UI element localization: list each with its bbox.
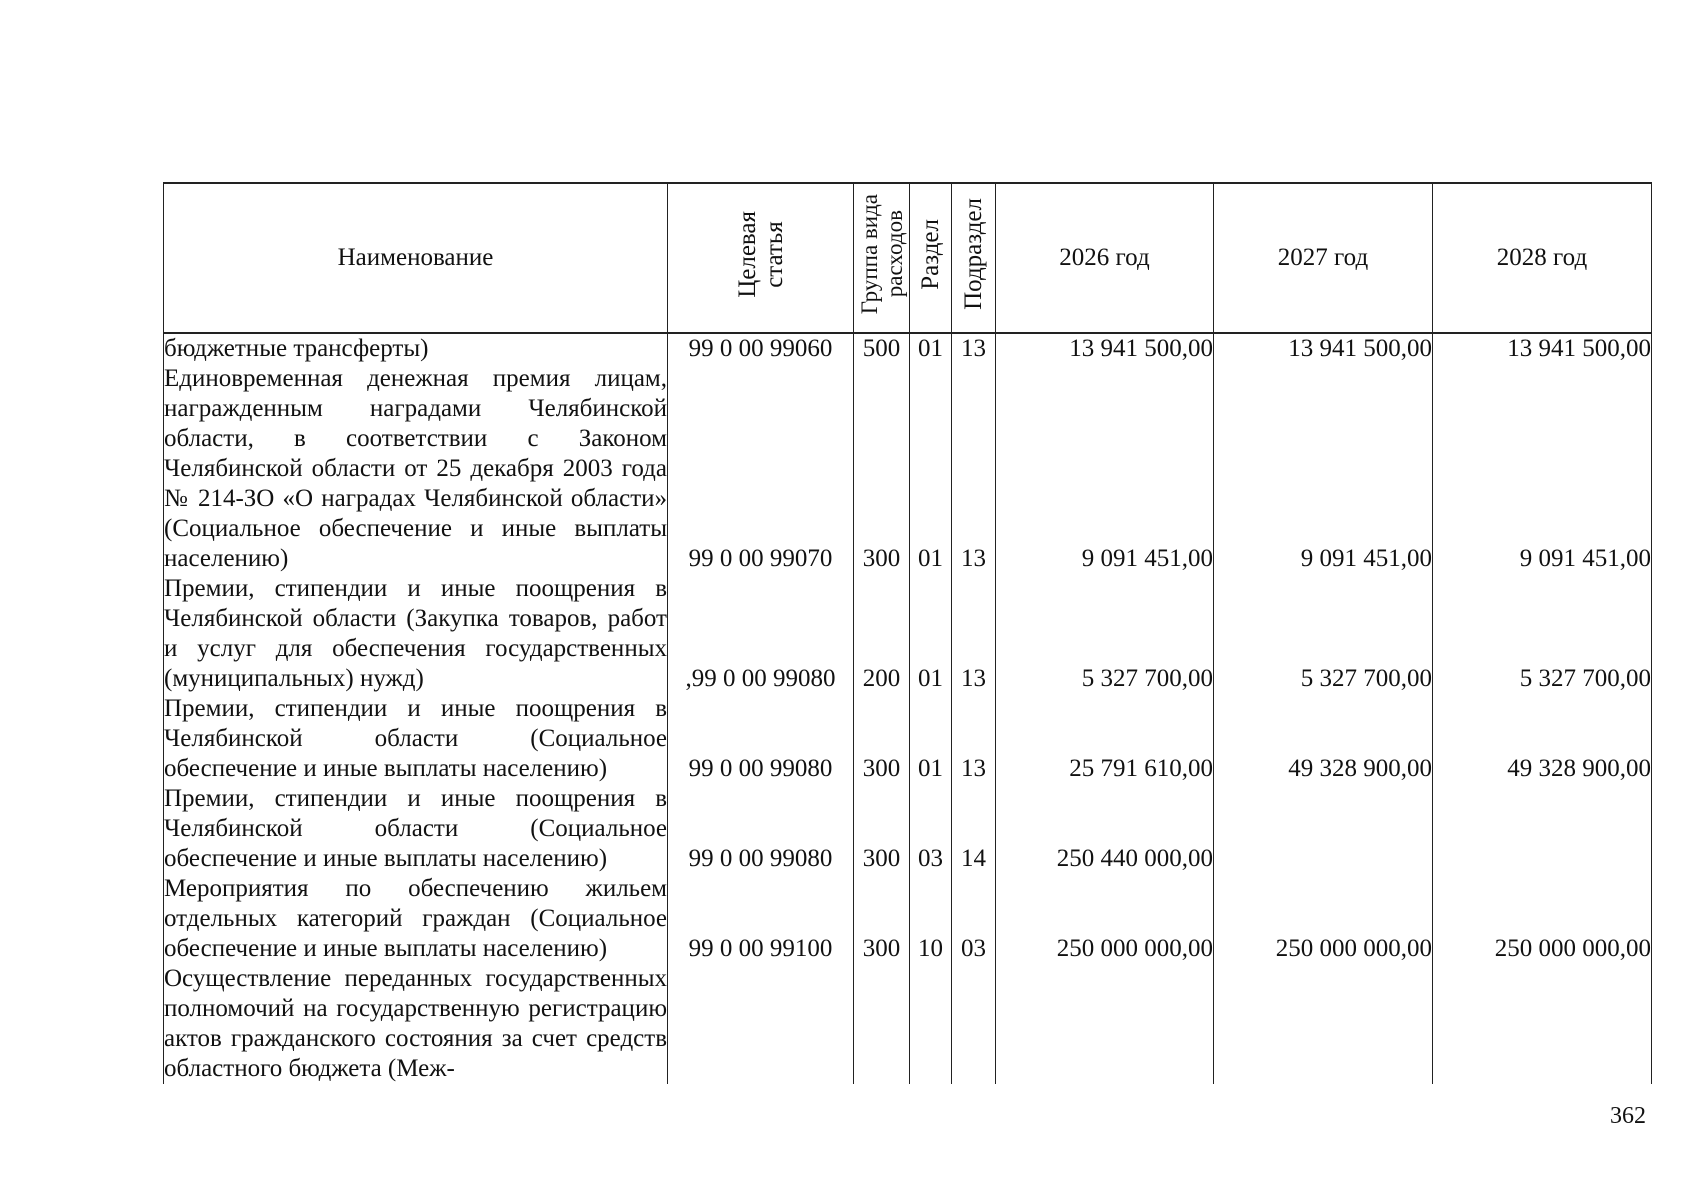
header-target-article: Целевая статья <box>668 183 854 333</box>
row-amount-2026: 25 791 610,00 <box>996 694 1214 784</box>
row-section: 01 <box>910 364 952 574</box>
row-amount-2026: 250 440 000,00 <box>996 784 1214 874</box>
table-row <box>164 333 1652 364</box>
table-row <box>164 694 1652 784</box>
row-amount-2028: 5 327 700,00 <box>1433 574 1652 694</box>
row-subsection: 03 <box>952 874 996 964</box>
header-section: Раздел <box>910 183 952 333</box>
row-expense-group: 500 <box>854 333 910 364</box>
empty-cell <box>910 964 952 1084</box>
row-amount-2026: 5 327 700,00 <box>996 574 1214 694</box>
row-section: 01 <box>910 574 952 694</box>
empty-cell <box>854 964 910 1084</box>
table-row-continuation <box>164 964 1652 1084</box>
empty-cell <box>668 964 854 1084</box>
table-row <box>164 784 1652 874</box>
row-name: Премии, стипендии и иные поощрения в Челябинской области (Социальное обеспечение и иные выплаты населению) <box>164 785 667 872</box>
row-section: 01 <box>910 694 952 784</box>
row-section: 03 <box>910 784 952 874</box>
row-name: бюджетные трансферты) <box>164 333 668 364</box>
row-amount-2026: 13 941 500,00 <box>996 333 1214 364</box>
row-subsection: 13 <box>952 364 996 574</box>
header-year-2027: 2027 год <box>1214 183 1433 333</box>
row-subsection: 14 <box>952 784 996 874</box>
empty-cell <box>996 964 1214 1084</box>
row-expense-group: 300 <box>854 874 910 964</box>
row-name-continuation: Осуществление переданных государственных полномочий на государственную регистрацию актов гражданского состояния за счет средств областного бюджета (Меж- <box>164 965 667 1082</box>
row-subsection: 13 <box>952 333 996 364</box>
table-row <box>164 364 1652 574</box>
row-amount-2028: 49 328 900,00 <box>1433 694 1652 784</box>
header-year-2026: 2026 год <box>996 183 1214 333</box>
row-name: Премии, стипендии и иные поощрения в Челябинской области (Социальное обеспечение и иные выплаты населению) <box>164 695 667 782</box>
row-target-article: 99 0 00 99070 <box>668 364 854 574</box>
row-amount-2027: 49 328 900,00 <box>1214 694 1433 784</box>
table-body <box>164 333 1652 1084</box>
row-expense-group: 300 <box>854 364 910 574</box>
row-target-article: 99 0 00 99100 <box>668 874 854 964</box>
row-subsection: 13 <box>952 574 996 694</box>
row-target-article: 99 0 00 99080 <box>668 694 854 784</box>
row-amount-2028 <box>1433 784 1652 874</box>
row-amount-2027: 9 091 451,00 <box>1214 364 1433 574</box>
empty-cell <box>952 964 996 1084</box>
row-amount-2026: 250 000 000,00 <box>996 874 1214 964</box>
table-row <box>164 874 1652 964</box>
row-name: Премии, стипендии и иные поощрения в Челябинской области (Закупка товаров, работ и услуг для обеспечения государственных (муниципальных) нужд) <box>164 575 667 692</box>
row-amount-2028: 250 000 000,00 <box>1433 874 1652 964</box>
row-amount-2027 <box>1214 784 1433 874</box>
header-name: Наименование <box>164 183 668 333</box>
header-year-2028: 2028 год <box>1433 183 1652 333</box>
row-target-article: 99 0 00 99060 <box>668 333 854 364</box>
row-section: 10 <box>910 874 952 964</box>
row-amount-2028: 9 091 451,00 <box>1433 364 1652 574</box>
row-name: Мероприятия по обеспечению жильем отдельных категорий граждан (Социальное обеспечение и иные выплаты населению) <box>164 875 667 962</box>
row-amount-2027: 13 941 500,00 <box>1214 333 1433 364</box>
row-subsection: 13 <box>952 694 996 784</box>
row-expense-group: 200 <box>854 574 910 694</box>
budget-table <box>163 182 1652 1084</box>
row-target-article: 99 0 00 99080 <box>668 784 854 874</box>
row-section: 01 <box>910 333 952 364</box>
table-header-row <box>164 183 1652 333</box>
header-expense-group: Группа вида расходов <box>854 183 910 333</box>
table-row <box>164 574 1652 694</box>
row-expense-group: 300 <box>854 694 910 784</box>
empty-cell <box>1214 964 1433 1084</box>
row-amount-2027: 250 000 000,00 <box>1214 874 1433 964</box>
row-amount-2027: 5 327 700,00 <box>1214 574 1433 694</box>
row-amount-2026: 9 091 451,00 <box>996 364 1214 574</box>
page-number: 362 <box>1610 1103 1646 1129</box>
row-expense-group: 300 <box>854 784 910 874</box>
row-target-article: ,99 0 00 99080 <box>668 574 854 694</box>
row-name: Единовременная денежная премия лицам, награжденным наградами Челябинской области, в соответствии с Законом Челябинской области от 25 декабря 2003 года № 214-ЗО «О наградах Челябинской области» (Социальное обеспечение и иные выплаты населению) <box>164 365 667 572</box>
empty-cell <box>1433 964 1652 1084</box>
row-amount-2028: 13 941 500,00 <box>1433 333 1652 364</box>
header-subsection: Подраздел <box>952 183 996 333</box>
